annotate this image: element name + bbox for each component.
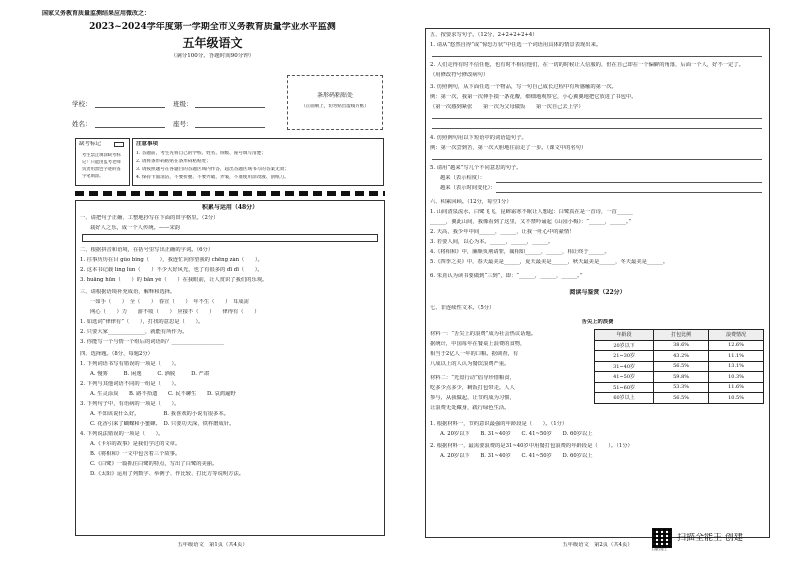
barcode-title: 条形码粘贴处: [316, 92, 353, 99]
question-7: 七、非连续性文本。（5分）: [430, 305, 495, 311]
notice-title: 注意事项: [136, 141, 159, 147]
q5-line: B.《将相和》一文中包含着三个故事。: [90, 451, 181, 457]
table-cell: 21~30岁: [595, 351, 654, 362]
q7-line: A. 20岁以下 B. 31~40岁 C. 41~50岁 D. 60岁以上: [440, 453, 593, 459]
q5-line: 1. 请从“悠然自得”或“惊恐万状”中任选一个词语用具体的情景表现出来。: [430, 42, 602, 48]
q5-line: 越来（表示时间变化）：: [440, 185, 496, 191]
material-line: 吃多少点多少，剩饭打包带走。人人: [430, 385, 515, 391]
table-cell: 13.1%: [709, 361, 764, 372]
table-cell: 20岁以下: [595, 340, 654, 351]
q5-line: 3. 仿照例句，从下面任选一个物品，写一句自己成长过程中有所感触的第一次。: [430, 84, 617, 90]
school-label: 学校：: [72, 100, 92, 108]
q5-line: 3. 下列句子中，有语病的一项是（ ）。: [80, 401, 180, 407]
q6-line: ______，翼此山间，我像看到了这里，又不禁吟诵起《山园小梅》：“______，______。”: [430, 219, 632, 225]
table-cell: 38.6%: [654, 340, 709, 351]
table-cell: 31~40岁: [595, 361, 654, 372]
table-row: [595, 340, 764, 351]
table-row: [595, 361, 764, 372]
q4-line: 2. 只要大家______________，就能有所作为。: [80, 329, 188, 335]
q2-line: 1. 往事历历在目 gǔo bǐng（ ），我连忙向你望我的 chēng zàn（ ）。: [80, 257, 263, 263]
table-row: [595, 382, 764, 393]
scanner-logo-text: 扫描全能王: [652, 548, 668, 551]
q3-line: 一如手（ ） 全（ ） 春宣（ ） 年不生（ ） 耳成需: [90, 299, 249, 305]
absent-mark-box: [75, 138, 130, 186]
table-cell: 11.1%: [709, 351, 764, 362]
q2-line: 3. huāng hūn（ ）的 bān yé（ ）在我眼前，让人赏识了我们的乐观。: [80, 277, 268, 283]
q5-line: 例：第一次尝到苦，第一次大胆地往前走了一步。（课文中的名句）: [430, 145, 587, 151]
table-row: [595, 372, 764, 383]
table-cell: 53.3%: [654, 382, 709, 393]
table-cell: 41~50岁: [595, 372, 654, 383]
table-cell: 59.8%: [654, 372, 709, 383]
table-row: [595, 351, 764, 362]
q7-line: A. 20岁以下 B. 31~40岁 C. 41~50岁 D. 60岁以上: [440, 431, 593, 437]
q5-line: A. 慢雾 B. 闲逸 C. 洒脱 D. 严肃: [90, 371, 210, 377]
absent-checkbox[interactable]: [114, 142, 124, 147]
q5-line: 1. 下列词语书写有错误的一项是（ ）。: [80, 361, 180, 367]
article-title: 舌尖上的浪费: [581, 319, 614, 325]
q2-line: 2. 这本书记载 líng lùn（ ）不少大好风光，也了有很多的 dī dī（ ）。: [80, 267, 263, 273]
q6-line: 4.《将相和》中，廉颇负荆请罪，蔺相如______，______，相让终于______。: [430, 249, 610, 255]
q5-line: 4. 仿照例句用以下短语中的词语造句子。: [430, 135, 527, 141]
class-label: 班级：: [173, 100, 193, 108]
q7-line: 1. 根据材料一，节约意识最强的年龄段是（ ）。（1分）: [430, 421, 568, 427]
absent-label: 缺考标记: [79, 141, 102, 147]
question-3: 三、请根据语境补充成语，解释和选择。: [80, 289, 176, 295]
material-line: 相当于2亿人一年的口粮。据调查，有: [430, 351, 519, 357]
table-cell: 10.3%: [709, 372, 764, 383]
exam-page-2: [425, 8, 770, 556]
name-field[interactable]: [95, 127, 165, 128]
question-6: 六、积累回顾。（12分，每空1分）: [430, 199, 512, 205]
question-6-extra: 6. 朱熹认为读书要做到“三到”，即：“______，______，______。”: [430, 273, 583, 279]
table-cell: 10.5%: [709, 393, 764, 404]
q4-line: 1. 如选词“律律有”（ ），打找的意思是（ ）。: [80, 319, 204, 325]
q5-line: （用修改符号修改病句）: [430, 72, 489, 78]
barcode-note: （正面朝上，切勿贴出虚线方框）: [301, 104, 369, 109]
notice-box: [132, 138, 384, 186]
table-cell: 12.6%: [709, 340, 764, 351]
notice-item: 4. 保持卡面清洁，不要折叠、不要弄破、弄皱，不准使用涂改液、刮纸刀。: [136, 175, 289, 180]
material-line: 材料一：“舌尖上的浪费”成为社会热议话题。: [430, 331, 537, 337]
table-header: 打包比例: [654, 330, 709, 341]
q3-line: 网心（ ）力 游不收（ ） 应接不（ ） 律得有（ ）: [90, 309, 260, 315]
page-footer: 五年级语文 第2页（共4页）: [562, 542, 633, 548]
answer-line[interactable]: [432, 118, 762, 119]
absent-note-line: 考生禁止填涂缺考标: [82, 153, 121, 158]
q5-line: C.《白鹭》一篇抓住白鹭的特点，写出了白鹭的美丽。: [90, 461, 218, 467]
q5-line: D.《太阳》运用了列数字、举例子、作比较、打比方等说明方法。: [90, 471, 245, 477]
q1-sentence: 栽好人之乐，成一个人传统。——宋韵: [90, 225, 181, 231]
page-footer: 五年级语文 第1页（共4页）: [177, 542, 248, 548]
q5-line: 5. 请用“越来”写几个不同意思的句子。: [430, 165, 522, 171]
table-cell: 43.2%: [654, 351, 709, 362]
question-5: 五、按要求写句子。（12分，2+2+2+2+4）: [430, 32, 538, 38]
material-line: 据统计，中国每年在餐桌上浪费的食物，: [430, 341, 526, 347]
exam-title: 2023~2024学年度第一学期全市义务教育质量学业水平监测: [89, 22, 336, 32]
q5-line: 4. 下列说法错误的一项是（ ）。: [80, 431, 164, 437]
scanner-logo: [652, 528, 672, 548]
table-cell: 11.6%: [709, 382, 764, 393]
class-field[interactable]: [195, 107, 265, 108]
tianzige-grid[interactable]: [82, 234, 378, 242]
answer-line[interactable]: [496, 192, 762, 193]
name-label: 姓名：: [72, 120, 92, 128]
q6-line: 2. 天高，我少年中间______，______，让我一吐心中的豪情！: [430, 229, 575, 235]
answer-area: [75, 200, 385, 536]
q5-line: 越来（表示程度）：: [440, 175, 486, 181]
q4-line: 3. 你能写一个与情一个组后的词语吗？____________________: [80, 339, 225, 345]
q5-line: A. 不知该说什么好。 B. 我喜欢的小说有很多本。: [90, 411, 229, 417]
section-title: 积累与运用（48分）: [201, 204, 259, 211]
barcode-box: [287, 75, 383, 130]
material-line: 八成以上的人认为餐饮浪费严重。: [430, 361, 510, 367]
material-line: 参与，从我做起，让节约成为习惯，: [430, 395, 515, 401]
absent-note-line: 字笔填涂。: [82, 174, 104, 179]
question-1: 一、请把句子正确、工整地抄写在下面的田字格里。（2分）: [80, 215, 219, 221]
absent-note-line: 负责用黑色字迹的签: [82, 167, 121, 172]
question-2: 二、根据拼音和语境，在括号里写出正确的字词。（6分）: [80, 247, 214, 253]
question-4: 四、选择题。（8分，每题2分）: [80, 351, 153, 357]
exam-page-1: [40, 8, 385, 556]
table-header-row: [595, 330, 764, 341]
table-cell: 56.5%: [654, 361, 709, 372]
q6-line: 5.《四季之美》中，春天最美是______，夏天最美是______，秋天最美是______，冬天最美是______。: [430, 259, 669, 265]
q5-line: 2. 人们走得有时不信任他，也有时不相信他们，在一切的时候让人信服的，但在自己却在一个偏僻的角落，后面一个人，好不一定了。: [430, 62, 744, 68]
q5-line: A. 生灵涂炭 B. 路不拾遗 C. 民不聊生 D. 哀鸿遍野: [90, 391, 236, 397]
q5-line: （第一次感到紧张 第一次为父母做饭 第一次自己去上学）: [430, 104, 584, 110]
table-cell: 60岁以上: [595, 393, 654, 404]
section-title: 阅读与鉴赏（22分）: [569, 289, 626, 296]
notice-item: 2. 请将条形码粘贴在条形码粘贴处；: [136, 159, 211, 164]
q5-line: 例：第一次，我第一次伸手摸一条花瓣，细细地观察它，小心翼翼地把它放进了书包中。: [430, 94, 637, 100]
answer-line[interactable]: [432, 159, 762, 160]
table-cell: 51~60岁: [595, 382, 654, 393]
q5-line: C. 花香引来了蝴蝶和小蜜蜂。 D. 只要功夫深，铁杵磨成针。: [90, 421, 235, 427]
notice-item: 3. 请按照题号在各题目的答题区域内作答，超出答题区域书写的答案无效；: [136, 167, 289, 172]
school-field[interactable]: [95, 107, 165, 108]
score-info: （满分100分，答题时间90分钟）: [170, 53, 255, 59]
table-row: [595, 393, 764, 404]
top-note: 国家义务教育质量监测结果应用微改之：: [42, 10, 151, 17]
notice-item: 1. 答题前，考生先将自己的学校、姓名、班级、座号填写清楚；: [136, 151, 266, 156]
q5-line: 2. 下列与其他词语不同的一组是（ ）。: [80, 381, 180, 387]
scanner-watermark: 扫描全能王 创建: [677, 533, 743, 543]
material-line: 让浪费无处藏身，践行绿色生活。: [430, 405, 510, 411]
answer-line[interactable]: [432, 56, 762, 57]
answer-line[interactable]: [432, 128, 762, 129]
table-header: 浪费情况: [709, 330, 764, 341]
q6-line: 3. 若要人间，以心为本。______，______，______。: [430, 239, 554, 245]
table-cell: 56.5%: [654, 393, 709, 404]
q6-line: 1. 山间清泉流水，白鹭飞飞，昆蟀霜寒不眠让人想起：白鹭真在是一首诗，一首______: [430, 209, 633, 215]
seat-label: 座号：: [173, 120, 193, 128]
q5-line: A.《卡尔的故事》是我们学过的文章。: [90, 441, 181, 447]
exam-subject: 五年级语文: [182, 36, 243, 50]
q7-line: 2. 根据材料一，最需要浪费的是31~40岁中用餐打包浪费的年龄段是（ ）。（1分）: [430, 443, 633, 449]
seat-field[interactable]: [195, 127, 265, 128]
absent-note-line: 记！只能由监考老师: [82, 160, 121, 165]
table-header: 年龄段: [595, 330, 654, 341]
material-line: 材料二：“光盘行动”倡导珍惜粮食，: [430, 375, 515, 381]
answer-area: [425, 28, 770, 538]
age-data-table: [594, 329, 764, 404]
answer-line[interactable]: [496, 182, 762, 183]
divider-stripe: [75, 191, 385, 196]
